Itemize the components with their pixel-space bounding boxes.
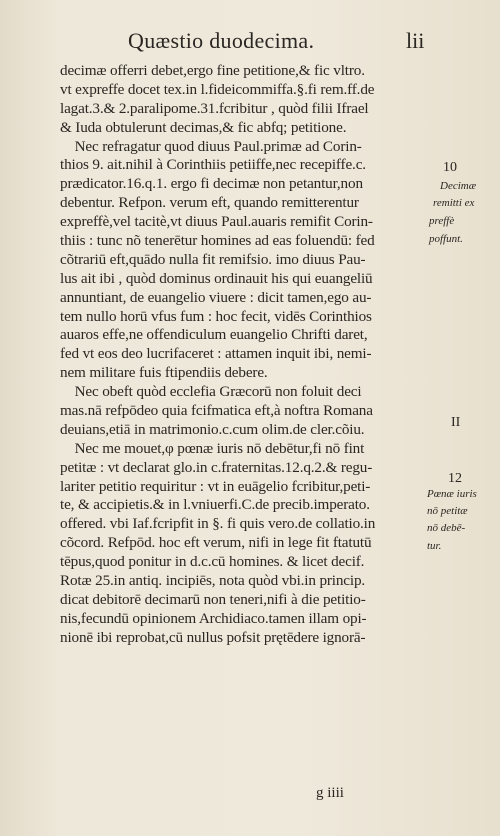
folio-number: lii [406, 28, 425, 53]
text-line: dicat debitorē decimarū non teneri,nifi à die petitio- [60, 590, 366, 608]
text-line: annuntiant, de euangelio viuere : dicit tamen,ego au- [60, 288, 372, 306]
text-line: cõtrariū eft,quādo nulla fit remifsio. imo diuus Pau- [60, 250, 366, 268]
text-line: nem militare fuis ftipendiis debere. [60, 364, 268, 382]
text-line: lariter petitio requiritur : vt in euāgelio fcribitur,peti- [60, 477, 371, 495]
margin-note-line: Decimæ [440, 180, 477, 192]
text-line: decimæ offerri debet,ergo fine petitione,& fic vltro. [60, 62, 365, 79]
text-line: lus ait ibi , quòd dominus ordinauit his qui euangeliū [60, 269, 373, 287]
page-header [0, 28, 500, 58]
margin-number-10: 10 [443, 160, 457, 175]
margin-note-line: tur. [427, 540, 442, 552]
text-line: offered. vbi Iaf.fcripfit in §. fi quis vero.de collatio.in [60, 515, 376, 533]
text-line: expreffè,vel tacitè,vt diuus Paul.auaris remifit Corin- [60, 213, 373, 231]
text-line: Nec obeft quòd ecclefia Græcorū non foluit deci [60, 383, 362, 401]
margin-note-line: Pœnæ iuris [427, 488, 477, 500]
margin-number-12: 12 [448, 471, 462, 486]
margin-note-line: remitti ex [433, 197, 475, 209]
text-line: tem nullo horū vfus fum : hoc fecit, vidēs Corinthios [60, 307, 372, 325]
text-line: nis,fecundū opinionem Archidiaco.tamen illam opi- [60, 609, 367, 627]
text-line: & Iuda obtulerunt decimas,& fic abfq; petitione. [60, 118, 347, 136]
margin-number-11: II [451, 415, 461, 430]
text-line: prædicator.16.q.1. ergo fi decimæ non petantur,non [60, 175, 363, 193]
margin-note-line: nō debē- [427, 522, 466, 534]
signature-mark: g iiii [316, 785, 344, 801]
text-line: cõcord. Refpōd. hoc eft verum, nifi in lege fit ftatutū [60, 534, 372, 552]
text-line: fed vt eos deo lucrifaceret : attamen inquit ibi, nemi- [60, 345, 372, 363]
running-title: Quæstio duodecima. [128, 28, 315, 53]
margin-note-line: nō petitæ [427, 505, 468, 517]
text-line: thiis : tunc nõ tenerētur homines ad eas foluendū: fed [60, 232, 375, 250]
text-line: Nec me mouet,φ pœnæ iuris nō debētur,fi nō fint [60, 439, 365, 457]
text-line: Rotæ 25.in antiq. incipiēs, nota quòd vbi.in princip. [60, 572, 366, 590]
text-line: te, & accipietis.& in l.vniuerfi.C.de precib.imperato. [60, 496, 370, 514]
text-line: auaros effe,ne offendiculum euangelio Chrifti daret, [60, 326, 368, 344]
text-line: nionē ibi reprobat,cū nullus pofsit prętēdere ignorā- [60, 628, 366, 646]
text-line: mas.nā refpōdeo quia fcifmatica eft,à noftra Romana [60, 402, 373, 420]
body-text [60, 62, 428, 648]
text-line: Nec refragatur quod diuus Paul.primæ ad Corin- [60, 137, 362, 155]
text-line: tēpus,quod ponitur in d.c.cū homines. & licet decif. [60, 553, 365, 571]
text-line: petitæ : vt declarat glo.in c.fraternitas.12.q.2.& regu- [60, 458, 373, 476]
text-line: lagat.3.& 2.paralipome.31.fcribitur , quòd filii Ifrael [60, 99, 369, 117]
text-line: deuians,etiā in matrimonio.c.cum olim.de cler.cõiu. [60, 420, 365, 438]
text-line: debentur. Refpon. verum eft, quando remitterentur [60, 194, 359, 212]
margin-note-line: poffunt. [429, 233, 463, 245]
text-line: thios 9. ait.nihil à Corinthiis petiiffe,nec recepiffe.c. [60, 156, 366, 174]
margin-note-line: preffè [429, 215, 455, 227]
text-line: vt expreffe docet tex.in l.fideicommiffa.§.fi rem.ff.de [60, 80, 375, 98]
